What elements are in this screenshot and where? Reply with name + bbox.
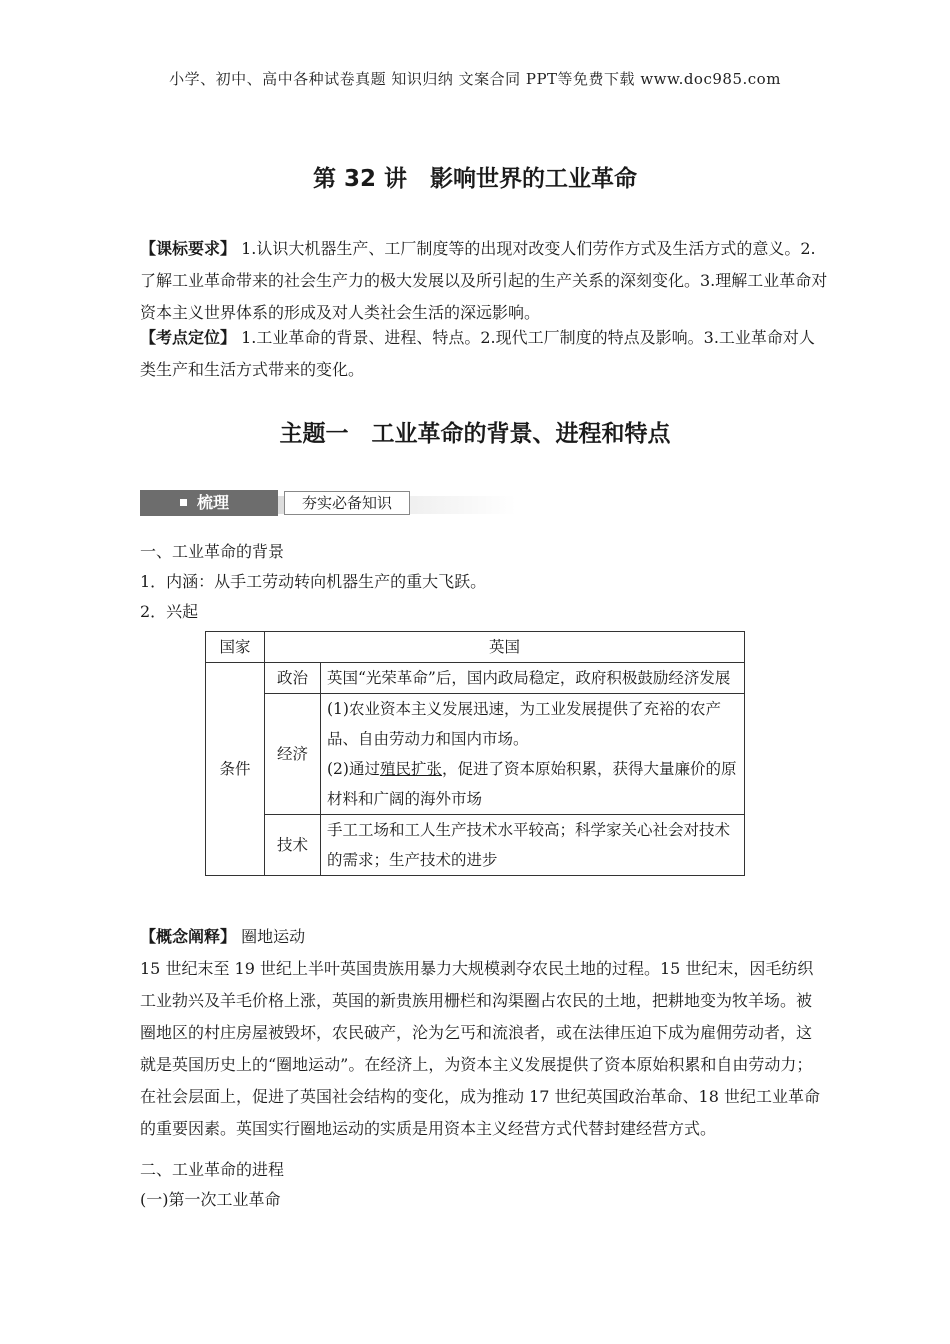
requirements-label: 【课标要求】 <box>140 239 237 258</box>
section1-item2: 2．兴起 <box>140 602 199 621</box>
economy-point-2-post: ，促进了资本原始积累，获得大量廉价的原材料和广阔的海外市场 <box>327 760 737 808</box>
section-banner <box>140 490 516 520</box>
economy-text <box>321 694 745 815</box>
conditions-table <box>205 631 745 876</box>
banner-right: 夯实必备知识 <box>284 491 410 515</box>
header-britain: 英国 <box>265 632 745 663</box>
requirements-text: 1.认识大机器生产、工厂制度等的出现对改变人们劳作方式及生活方式的意义。2.了解工业革命带来的社会生产力的极大发展以及所引起的生产关系的深刻变化。3.理解工业革命对资本主义世界体系的形成及对人类社会生活的深远影响。 <box>140 239 828 322</box>
square-icon <box>180 499 187 506</box>
tech-text: 手工工场和工人生产技术水平较高；科学家关心社会对技术的需求；生产技术的进步 <box>321 815 745 876</box>
concept-label: 【概念阐释】 <box>140 927 237 946</box>
concept-term: 圈地运动 <box>241 927 306 946</box>
economy-point-2 <box>327 754 738 814</box>
positioning-label: 【考点定位】 <box>140 328 237 347</box>
economy-point-2-pre: (2)通过 <box>327 760 380 778</box>
section1-item1: 1．内涵：从手工劳动转向机器生产的重大飞跃。 <box>140 572 487 591</box>
politics-text: 英国“光荣革命”后，国内政局稳定，政府积极鼓励经济发展 <box>321 663 745 694</box>
politics-label: 政治 <box>265 663 321 694</box>
concept-text: 15 世纪末至 19 世纪上半叶英国贵族用暴力大规模剥夺农民土地的过程。15 世纪末，因毛纺织工业勃兴及羊毛价格上涨，英国的新贵族用栅栏和沟渠圈占农民的土地，把耕地变为牧羊场。被圈地区的村庄房屋被毁坏，农民破产，沦为乞丐和流浪者，或在法律压迫下成为雇佣劳动者，这就是英国历史上的“圈地运动”。在经济上，为资本主义发展提供了资本原始积累和自由劳动力；在社会层面上，促进了英国社会结构的变化，成为推动 17 世纪英国政治革命、18 世纪工业革命的重要因素。英国实行圈地运动的实质是用资本主义经营方式代替封建经营方式。 <box>140 959 820 1138</box>
section2-heading: 二、工业革命的进程 <box>140 1160 285 1179</box>
economy-point-2-underlined: 殖民扩张 <box>379 760 442 778</box>
exam-positioning <box>140 322 830 386</box>
page-header: 小学、初中、高中各种试卷真题 知识归纳 文案合同 PPT等免费下载 www.doc985.com <box>169 70 781 88</box>
conditions-label: 条件 <box>206 663 265 876</box>
table-row <box>206 694 745 815</box>
table-row <box>206 632 745 663</box>
positioning-text: 1.工业革命的背景、进程、特点。2.现代工厂制度的特点及影响。3.工业革命对人类生产和生活方式带来的变化。 <box>140 328 815 379</box>
concept-explanation <box>140 925 820 1145</box>
tech-label: 技术 <box>265 815 321 876</box>
section1-heading: 一、工业革命的背景 <box>140 542 285 561</box>
economy-label: 经济 <box>265 694 321 815</box>
banner-left <box>140 490 278 516</box>
economy-point-1: (1)农业资本主义发展迅速，为工业发展提供了充裕的农产品、自由劳动力和国内市场。 <box>327 700 721 748</box>
curriculum-requirements <box>140 233 830 329</box>
header-country: 国家 <box>206 632 265 663</box>
table-row <box>206 815 745 876</box>
section2-sub: (一)第一次工业革命 <box>140 1190 281 1209</box>
topic-heading: 主题一 工业革命的背景、进程和特点 <box>279 421 671 447</box>
table-row <box>206 663 745 694</box>
page-title: 第 32 讲 影响世界的工业革命 <box>312 166 638 192</box>
banner-left-label: 梳理 <box>197 493 230 512</box>
